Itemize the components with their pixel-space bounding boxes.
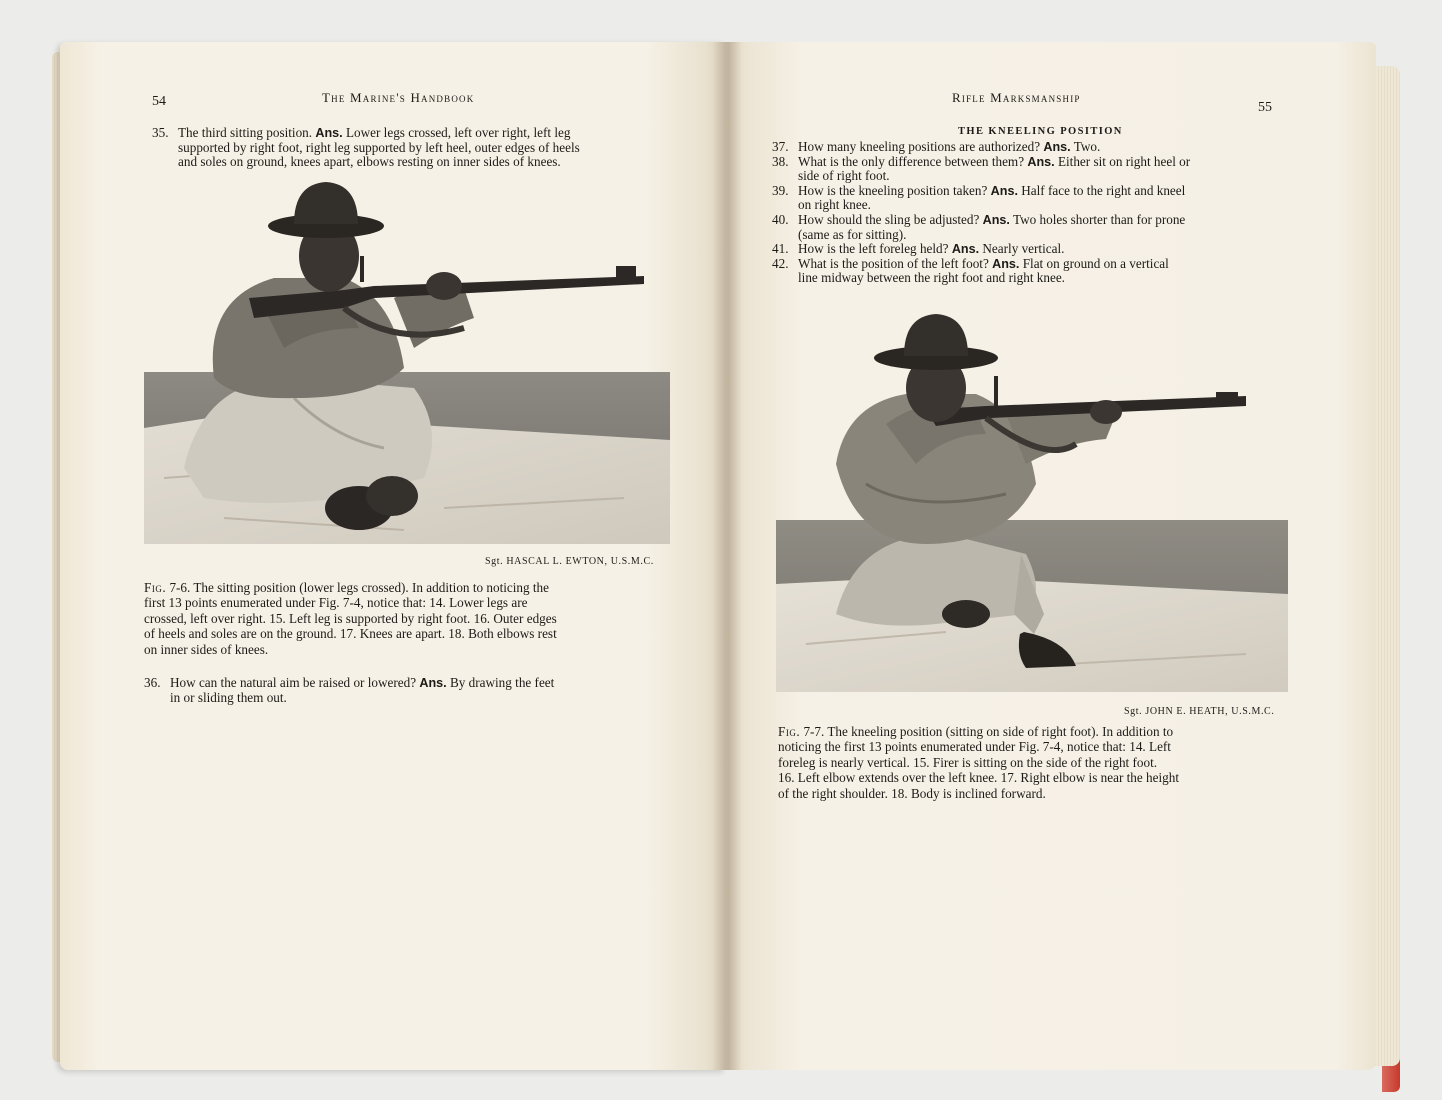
question-39: 39. How is the kneeling position taken? Ans. Half face to the right and kneel xyxy=(772,182,1186,198)
question-35: 35. The third sitting position. Ans. Lower legs crossed, left over right, left leg supported by right foot, right leg supported by left heel, outer edges of heels and soles on ground, knees apart, elbows resting on inner sides of knees. xyxy=(152,125,580,170)
question-42: 42. What is the position of the left foot? Ans. Flat on ground on a vertical xyxy=(772,255,1169,271)
section-heading: THE KNEELING POSITION xyxy=(958,126,1123,137)
right-page xyxy=(726,42,1376,1070)
photo-kneeling-position xyxy=(776,314,1288,692)
figure-caption-7-7: Fig. 7-7. The kneeling position (sitting on side of right foot). In addition to noticing the first 13 points enumerated under Fig. 7-4, notice that: 14. Left foreleg is nearly vertical. 15. Firer is sitting on the side of the right foot. 16. Left elbow extends over the left knee. 17. Right elbow is near the height of the right shoulder. 18. Body is inclined forward. xyxy=(778,724,1180,801)
photo-sitting-position xyxy=(144,178,670,544)
photo-credit: Sgt. JOHN E. HEATH, U.S.M.C. xyxy=(1124,706,1275,717)
question-41: 41. How is the left foreleg held? Ans. Nearly vertical. xyxy=(772,241,1065,257)
question-36: 36. How can the natural aim be raised or lowered? Ans. By drawing the feet in or sliding them out. xyxy=(144,675,555,705)
questions-37-42: 37. How many kneeling positions are authorized? Ans. Two. 38. What is the only difference between them? Ans. Either sit on right heel or side of right foot. 39. How is the kneeling position taken? Ans. Half face to the right and kneel on right knee. 40. How should the sling be adjusted? Ans. Two holes shorter than for prone (same as for sitting). 41. How is the left foreleg held? Ans. Nearly vertical. 42. What is the position of the left foot? Ans. Flat on ground on a vertical line midway between the right foot and right knee. xyxy=(772,140,1332,286)
running-head: The Marine's Handbook xyxy=(322,90,475,105)
page-number: 55 xyxy=(1258,100,1272,115)
photo-credit: Sgt. HASCAL L. EWTON, U.S.M.C. xyxy=(485,556,654,567)
page-number: 54 xyxy=(152,94,166,109)
book-gutter xyxy=(712,42,742,1070)
kneeling-marine-photo xyxy=(776,314,1288,692)
left-page xyxy=(60,42,726,1070)
sitting-marine-photo xyxy=(144,178,670,544)
figure-caption-7-6: Fig. 7-6. The sitting position (lower legs crossed). In addition to noticing the first 13 points enumerated under Fig. 7-4, notice that: 14. Lower legs are crossed, left over right. 15. Left leg is supported by right foot. 16. Outer edges of heels and soles are on the ground. 17. Knees are apart. 18. Both elbows rest on inner sides of knees. xyxy=(144,580,557,657)
question-40: 40. How should the sling be adjusted? Ans. Two holes shorter than for prone xyxy=(772,211,1186,227)
running-head: Rifle Marksmanship xyxy=(952,90,1081,105)
question-38: 38. What is the only difference between them? Ans. Either sit on right heel or xyxy=(772,153,1191,169)
question-37: 37. How many kneeling positions are authorized? Ans. Two. xyxy=(772,139,1101,154)
open-book xyxy=(52,42,1404,1070)
